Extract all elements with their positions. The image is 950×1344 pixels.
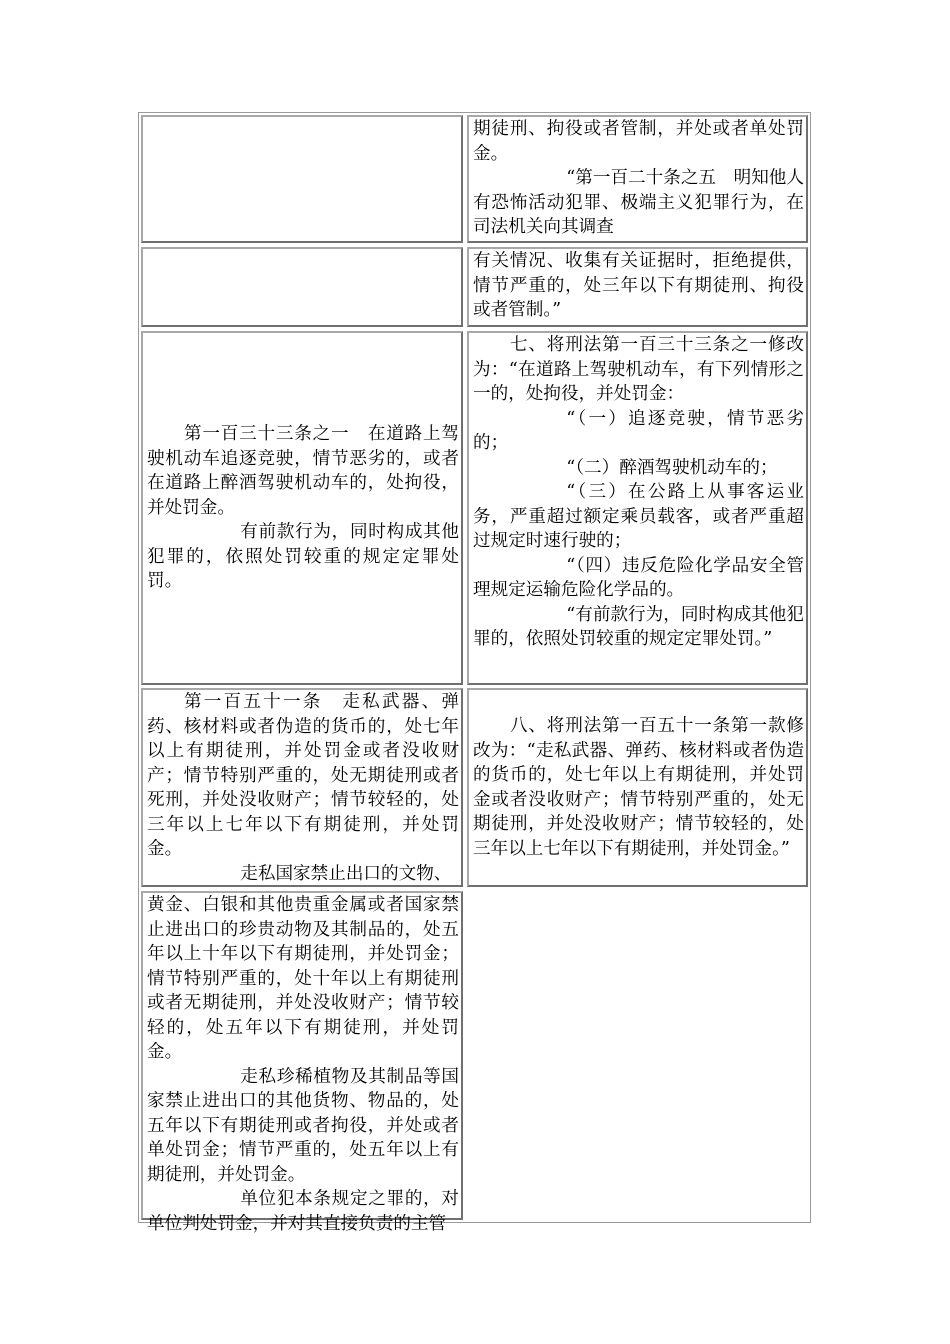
row-1-right-cell [467,115,808,243]
row-1-left-cell [141,115,463,243]
row-4-left-cell [141,688,463,887]
paragraph: 期徒刑、拘役或者管制，并处或者单处罚金。 [473,119,804,164]
row-2-right-cell [467,247,808,327]
paragraph: 黄金、白银和其他贵重金属或者国家禁止进出口的珍贵动物及其制品的，处五年以上十年以下有期徒刑，并处罚金；情节特别严重的，处十年以上有期徒刑或者无期徒刑，并处没收财产；情节较轻的，处五年以下有期徒刑，并处罚金。 [147,895,459,1062]
paragraph: “（四）违反危险化学品安全管理规定运输危险化学品的。 [473,555,804,600]
row-4-right-cell [467,688,808,887]
paragraph: 走私国家禁止出口的文物、 [240,863,452,884]
row-3-right-cell [467,331,808,685]
paragraph: 第一百五十一条 走私武器、弹药、核材料或者伪造的货币的，处七年以上有期徒刑，并处罚金或者没收财产；情节特别严重的，处无期徒刑或者死刑，并处没收财产；情节较轻的，处三年以上七年以下有期徒刑，并处罚金。 [147,692,459,859]
paragraph: 八、将刑法第一百五十一条第一款修改为：“走私武器、弹药、核材料或者伪造的货币的，处七年以上有期徒刑，并处罚金或者没收财产；情节特别严重的，处无期徒刑，并处没收财产；情节较轻的，处三年以上七年以下有期徒刑，并处罚金。” [473,716,804,859]
paragraph: “（三）在公路上从事客运业务，严重超过额定乘员载客，或者严重超过规定时速行驶的； [473,482,804,551]
row-5-left-cell [141,891,463,1234]
paragraph: 七、将刑法第一百三十三条之一修改为：“在道路上驾驶机动车，有下列情形之一的，处拘役，并处罚金： [473,335,804,404]
paragraph: “（一）追逐竞驶，情节恶劣的； [473,408,804,453]
paragraph: 有前款行为，同时构成其他犯罪的，依照处罚较重的规定定罪处罚。 [147,522,459,592]
paragraph: “有前款行为，同时构成其他犯罪的，依照处罚较重的规定定罪处罚。” [473,604,804,649]
paragraph: “第一百二十条之五 明知他人有恐怖活动犯罪、极端主义犯罪行为，在司法机关向其调查 [473,168,804,237]
paragraph: 走私珍稀植物及其制品等国家禁止进出口的其他货物、物品的，处五年以下有期徒刑或者拘役，并处或者单处罚金；情节严重的，处五年以上有期徒刑，并处罚金。 [147,1066,459,1185]
paragraph: 单位犯本条规定之罪的，对单位判处罚金，并对其直接负责的主管 [147,1189,459,1234]
paragraph: 第一百三十三条之一 在道路上驾驶机动车追逐竞驶，情节恶劣的，或者在道路上醉酒驾驶机动车的，处拘役，并处罚金。 [147,424,459,518]
paragraph: 有关情况、收集有关证据时，拒绝提供，情节严重的，处三年以下有期徒刑、拘役或者管制。” [473,251,804,320]
row-3-left-cell [141,331,463,685]
paragraph: “（二）醉酒驾驶机动车的； [566,457,778,478]
row-2-left-cell [141,247,463,327]
